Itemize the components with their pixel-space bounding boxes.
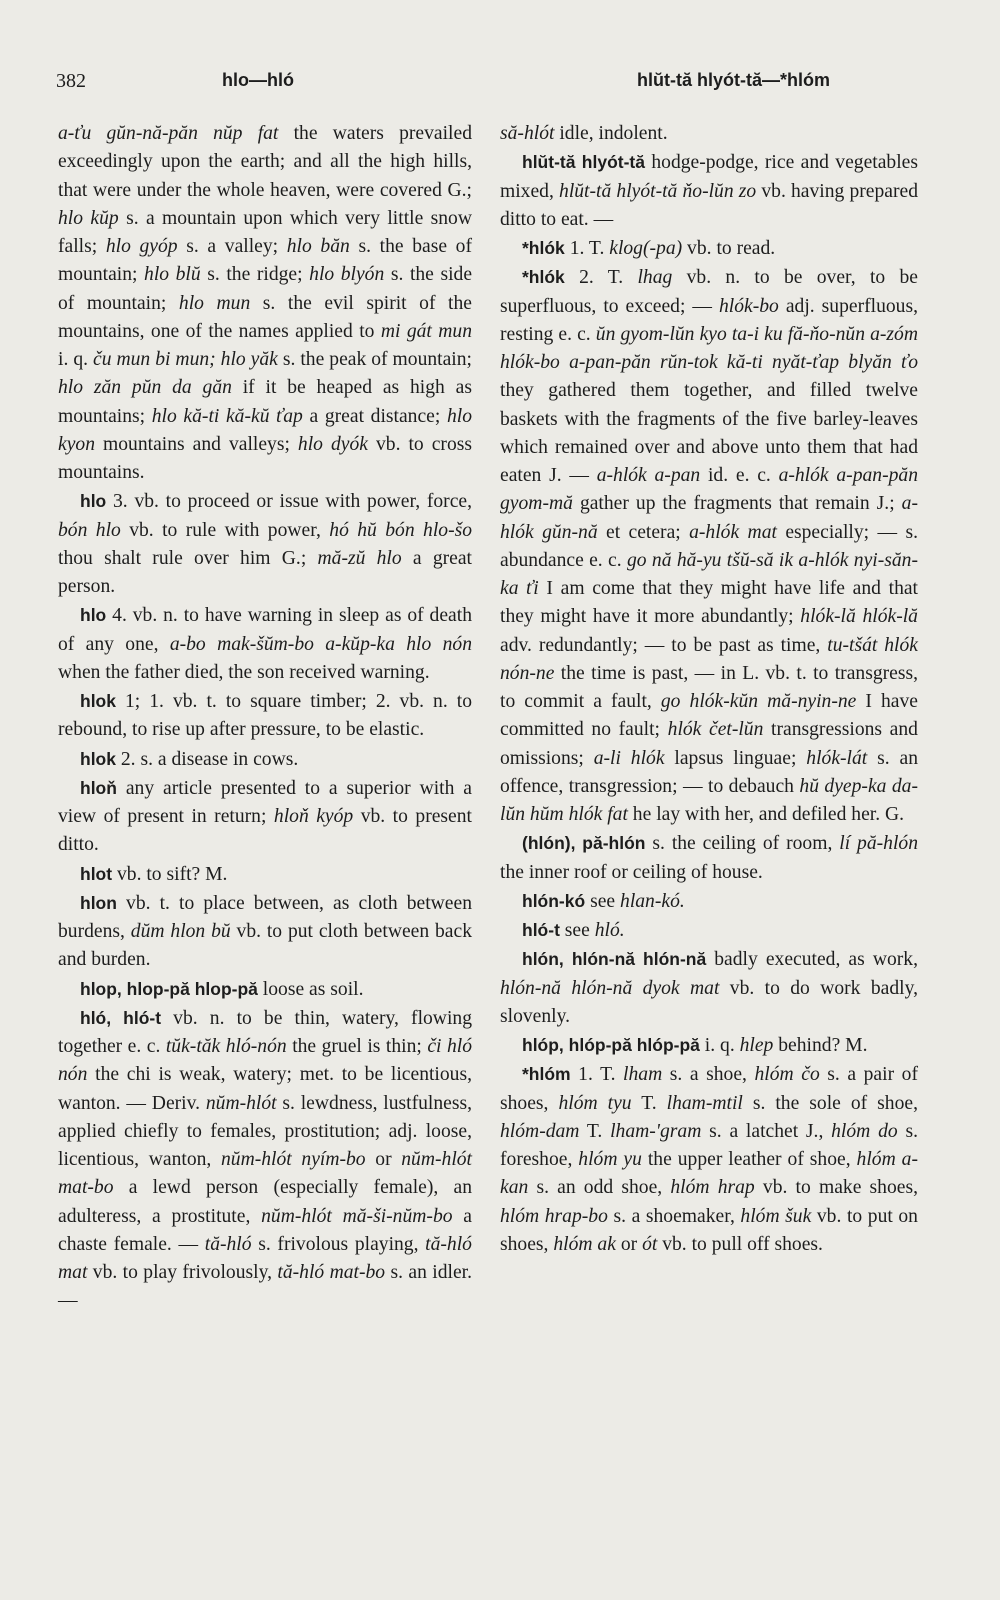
lepcha-term: nŭm-hlót mă-ši-nŭm-bo [261, 1205, 453, 1227]
definition-text: they gathered them together, and filled twelve baskets with the fragments of the five barley-leaves which remained over and above unto them that had eaten J. — [500, 380, 918, 486]
dictionary-entry [58, 601, 472, 687]
definition-text: vb. to present ditto. [58, 806, 472, 856]
definition-text: or [615, 1233, 643, 1255]
definition-text: lapsus linguae; [664, 747, 807, 769]
definition-text: gather up the fragments that remain J.; [572, 493, 902, 515]
definition-text: idle, indolent. [554, 123, 668, 144]
lepcha-term: a-li hlók [593, 747, 665, 769]
lepcha-term: să-hlót [500, 123, 555, 144]
definition-text: vb. having prepared ditto to eat. — [500, 180, 918, 230]
lepcha-term: hlo gyóp [105, 236, 178, 257]
definition-text: 1. T. [564, 238, 610, 259]
definition-text: id. e. c. [700, 465, 779, 486]
definition-text: if it be heaped as high as mountains; [58, 377, 472, 427]
lepcha-term: hlók-lă hlók-lă [800, 606, 918, 628]
page-header [0, 70, 1000, 100]
definition-text: thou shalt rule over him G.; [58, 547, 318, 569]
lepcha-term: lham-'gram [610, 1120, 702, 1142]
dictionary-entry [500, 263, 918, 829]
lepcha-term: mi gát mun [380, 320, 473, 342]
dictionary-entry [500, 916, 918, 945]
definition-text: I have committed no fault; [500, 691, 918, 741]
lepcha-term: hlo zăn pŭn da găn [58, 377, 232, 399]
definition-text: adv. redundantly; — to be past as time, [500, 634, 828, 656]
definition-text: s. the evil spirit of the mountains, one of the names applied to [58, 292, 472, 342]
lepcha-term: hlo blyón [309, 264, 385, 286]
lepcha-term: lham-mtil [666, 1092, 743, 1114]
lepcha-term: hlóm tyu [558, 1092, 632, 1114]
definition-text: when the father died, the son received warning. [58, 661, 430, 683]
definition-text: vb. t. to place between, as cloth between burdens, [58, 892, 472, 942]
lepcha-term: hlóm do [831, 1120, 898, 1142]
definition-text: s. a pair of shoes, [500, 1064, 918, 1114]
definition-text: s. frivolous playing, [251, 1233, 426, 1255]
definition-text: the upper leather of shoe, [641, 1149, 857, 1170]
definition-text: see [559, 920, 595, 941]
definition-text: s. the ridge; [200, 264, 310, 286]
lepcha-term: lí pă-hlón [839, 833, 918, 855]
definition-text: vb. to put cloth between back and burden. [58, 921, 472, 971]
lepcha-term: hlan-kó. [620, 890, 685, 912]
definition-text: the inner roof or ceiling of house. [500, 861, 763, 883]
definition-text: s. a mountain upon which very little snow falls; [58, 207, 473, 257]
page-number: 382 [56, 70, 86, 92]
lepcha-term: a-hlók a-pan-păn gyom-mă [500, 465, 918, 515]
lepcha-term: hlóm a-kan [500, 1149, 918, 1199]
lepcha-term: hó hŭ bón hlo-šo [329, 519, 473, 541]
definition-text: a chaste female. — [58, 1205, 472, 1255]
lepcha-term: tă-hló mat [58, 1233, 472, 1283]
lepcha-term: lhag [637, 267, 673, 289]
definition-text: i. q. [58, 349, 93, 370]
definition-text: 4. vb. n. to have warning in sleep as of death of any one, [58, 605, 472, 655]
definition-text: s. an offence, transgression; — to debauch [500, 747, 918, 797]
definition-text: 2. T. [564, 267, 638, 289]
definition-text: he lay with her, and defiled her. G. [627, 804, 905, 825]
definition-text: i. q. [699, 1035, 740, 1056]
definition-text: s. a valley; [177, 236, 287, 257]
dictionary-entry [500, 887, 918, 916]
headword: hlo [80, 605, 107, 626]
lepcha-term: či hló nón [58, 1036, 472, 1086]
definition-text: 2. s. a disease in cows. [115, 748, 299, 770]
definition-text: T. [579, 1120, 611, 1142]
headword: hloň [80, 777, 117, 798]
lepcha-term: hlóm yu [578, 1149, 642, 1170]
lepcha-term: mă-zŭ hlo [317, 547, 402, 569]
left-running-head: hlo—hló [222, 70, 294, 90]
lepcha-term: ŭn gyom-lŭn kyo ta-i ku fă-ňo-nŭn a-zóm hlók-bo a-pan-păn rŭn-tok kă-ti nyăt-ťap blyăn ťo [500, 323, 918, 373]
definition-text: et cetera; [597, 521, 690, 543]
lepcha-term: a-hlók a-pan [596, 465, 701, 486]
definition-text: vb. to do work badly, slovenly. [500, 977, 919, 1027]
definition-text: s. the peak of mountain; [277, 349, 472, 370]
left-column [58, 120, 472, 1316]
definition-text: vb. n. to be thin, watery, flowing together e. c. [58, 1007, 472, 1057]
definition-text: s. an odd shoe, [528, 1177, 671, 1199]
definition-text: see [585, 890, 621, 912]
definition-text: 1. T. [570, 1064, 624, 1086]
definition-text: vb. n. to be over, to be superfluous, to exceed; — [500, 267, 919, 317]
dictionary-entry [58, 1004, 472, 1316]
definition-text: a great person. [58, 547, 472, 597]
dictionary-entry [58, 687, 472, 745]
definition-text: transgressions and omissions; [500, 719, 918, 769]
definition-text: a lewd person (especially female), an adulteress, a prostitute, [58, 1177, 472, 1227]
definition-text: 3. vb. to proceed or issue with power, force, [106, 491, 472, 513]
lepcha-term: a-ťu gŭn-nă-păn nŭp fat [58, 123, 279, 144]
lepcha-term: hlóm hrap-bo [500, 1205, 608, 1227]
definition-text: s. foreshoe, [500, 1120, 918, 1170]
definition-text: a great distance; [302, 405, 447, 427]
right-column [500, 120, 918, 1259]
headword: *hlók [522, 238, 565, 258]
headword: hlok [80, 691, 116, 711]
lepcha-term: tă-hló [204, 1233, 252, 1255]
lepcha-term: hlŭt-tă hlyót-tă ňo-lŭn zo [559, 180, 757, 202]
lepcha-term: hlók-bo [718, 295, 779, 317]
definition-text: T. [631, 1092, 667, 1114]
lepcha-term: bón hlo [58, 519, 121, 541]
headword: hlok [80, 748, 116, 769]
definition-text: vb. to play frivolously, [87, 1262, 278, 1283]
dictionary-entry [500, 1060, 918, 1259]
dictionary-entry [58, 975, 472, 1004]
lepcha-term: hŭ dyep-ka da-lŭn hŭm hlók fat [500, 775, 918, 825]
right-running-head: hlŭt-tă hlyót-tă—*hlóm [637, 70, 830, 90]
lepcha-term: ót [642, 1233, 658, 1255]
definition-text: s. the ceiling of room, [645, 833, 840, 855]
dictionary-entry [58, 487, 472, 601]
lepcha-term: go hlók-kŭn mă-nyin-ne [660, 691, 857, 712]
lepcha-term: hlón-nă hlón-nă dyok mat [500, 977, 720, 999]
dictionary-entry [500, 234, 918, 263]
headword: (hlón), pă-hlón [522, 833, 646, 854]
definition-text: the gruel is thin; [286, 1036, 428, 1057]
lepcha-term: tŭk-tăk hló-nón [165, 1036, 287, 1057]
definition-text: mountains and valleys; [95, 433, 298, 455]
definition-text: s. a latchet J., [701, 1120, 832, 1142]
lepcha-term: hló. [594, 920, 625, 941]
dictionary-entry [58, 889, 472, 975]
lepcha-term: a-hlók mat [689, 521, 777, 543]
lepcha-term: hlo kă-ti kă-kŭ ťap [151, 405, 303, 427]
definition-text: vb. to put on shoes, [500, 1205, 918, 1255]
definition-text: or [365, 1149, 402, 1170]
lepcha-term: a-bo mak-šŭm-bo a-kŭp-ka hlo nón [169, 633, 472, 655]
lepcha-term: hlóm ak [553, 1233, 616, 1255]
lepcha-term: lham [623, 1064, 663, 1086]
definition-text: especially; — s. abundance e. c. [500, 521, 918, 571]
lepcha-term: hloň kyóp [273, 806, 354, 827]
headword: hlón, hlón-nă hlón-nă [522, 949, 707, 970]
definition-text: vb. to cross mountains. [58, 433, 472, 483]
lepcha-term: hlo blŭ [144, 264, 201, 286]
definition-text: vb. to pull off shoes. [657, 1233, 823, 1255]
dictionary-entry [500, 148, 918, 234]
definition-text: behind? M. [773, 1035, 868, 1056]
definition-text: s. a shoemaker, [607, 1205, 741, 1227]
definition-text: the waters prevailed exceedingly upon the earth; and all the high hills, that were under the whole heaven, were covered G.; [58, 123, 472, 201]
lepcha-term: tu-tšát hlók nón-ne [500, 634, 918, 684]
lepcha-term: hlo băn [286, 236, 350, 257]
headword: hló, hló-t [80, 1007, 162, 1028]
definition-text: 1; 1. vb. t. to square timber; 2. vb. n. to rebound, to rise up after pressure, to be elastic. [58, 691, 472, 741]
headword: hló-t [522, 920, 560, 940]
definition-text: loose as soil. [257, 978, 364, 1000]
definition-text: s. the base of mountain; [58, 236, 472, 286]
lepcha-term: hlóm-dam [500, 1120, 580, 1142]
definition-text: s. lewdness, lustfulness, applied chiefly to females, prostitution; adj. loose, licentious, wanton, [58, 1092, 472, 1170]
lepcha-term: hlo dyók [297, 433, 368, 455]
definition-text: the chi is weak, watery; met. to be licentious, wanton. — Deriv. [58, 1064, 472, 1114]
headword: hlŭt-tă hlyót-tă [522, 152, 645, 173]
definition-text: any article presented to a superior with a view of present in return; [58, 777, 472, 827]
lepcha-term: hlo mun [178, 292, 251, 314]
headword: hlon [80, 892, 117, 913]
dictionary-entry [58, 745, 472, 774]
lepcha-term: hlók čet-lŭn [667, 719, 764, 741]
lepcha-term: dŭm hlon bŭ [130, 921, 231, 942]
lepcha-term: nŭm-hlót [205, 1092, 277, 1114]
definition-text: s. a shoe, [662, 1064, 755, 1086]
lepcha-term: hlók-lát [806, 747, 868, 769]
lepcha-term: tă-hló mat-bo [277, 1262, 386, 1283]
lepcha-term: ču mun bi mun; hlo yăk [93, 349, 278, 370]
dictionary-entry [500, 1031, 918, 1060]
lepcha-term: hlo kŭp [58, 207, 119, 229]
headword: hlo [80, 491, 107, 512]
definition-text: vb. to sift? M. [112, 863, 228, 885]
definition-text: hodge-podge, rice and vegetables mixed, [500, 152, 918, 202]
definition-text: s. the sole of shoe, [742, 1092, 918, 1114]
definition-text: vb. to rule with power, [120, 519, 330, 541]
headword: hlop, hlop-pă hlop-pă [80, 978, 258, 999]
definition-text: the time is past, — in L. vb. t. to transgress, to commit a fault, [500, 662, 918, 712]
dictionary-entry [500, 829, 918, 887]
lepcha-term: nŭm-hlót mat-bo [58, 1149, 472, 1199]
headword: hlóp, hlóp-pă hlóp-pă [522, 1035, 700, 1055]
dictionary-entry [500, 945, 918, 1031]
definition-text: I am come that they might have life and that they might have it more abundantly; [500, 578, 919, 628]
headword: *hlók [522, 267, 565, 288]
lepcha-term: a-hlók gŭn-nă [500, 493, 918, 543]
lepcha-term: hlep [739, 1035, 774, 1056]
definition-text: badly executed, as work, [706, 949, 918, 971]
dictionary-entry [58, 860, 472, 889]
lepcha-term: hlóm šuk [740, 1205, 812, 1227]
definition-text: s. an idler. — [58, 1262, 473, 1312]
lepcha-term: nŭm-hlót nyím-bo [220, 1149, 366, 1170]
definition-text: s. the side of mountain; [58, 264, 473, 314]
headword: hlón-kó [522, 890, 586, 911]
definition-text: vb. to make shoes, [754, 1177, 918, 1199]
lepcha-term: hlo kyon [58, 405, 472, 455]
lepcha-term: hlóm hrap [670, 1177, 755, 1199]
dictionary-entry [58, 120, 472, 487]
definition-text: adj. superfluous, resting e. c. [500, 295, 918, 345]
dictionary-entry [58, 774, 472, 860]
headword: hlot [80, 863, 113, 884]
dictionary-entry [500, 120, 918, 148]
lepcha-term: klog(-pa) [609, 238, 683, 259]
headword: *hlóm [522, 1064, 571, 1085]
definition-text: vb. to read. [682, 238, 776, 259]
lepcha-term: go nă hă-yu tšŭ-să ik a-hlók nyi-săn-ka ťi [500, 549, 918, 599]
lepcha-term: hlóm čo [754, 1064, 820, 1086]
